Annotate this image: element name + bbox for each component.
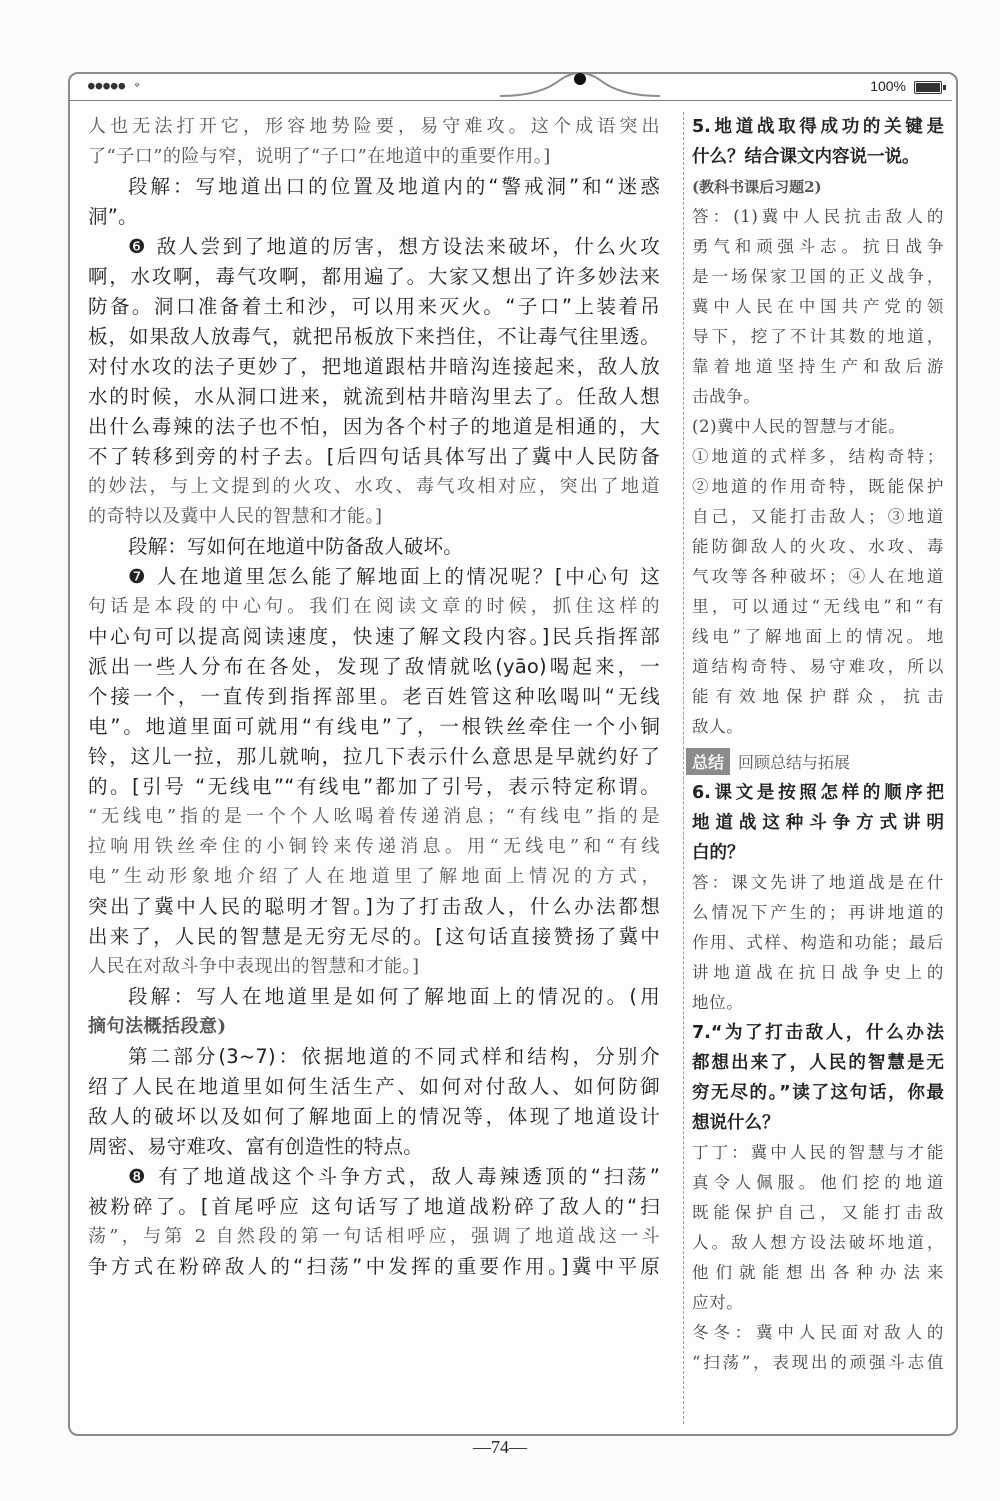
text-line: (2)冀中人民的智慧与才能。 [692,417,906,436]
text-line: 啊，水攻啊，毒气攻啊，都用遍了。大家又想出了许多妙法来 [88,265,660,288]
text-line: 丁丁：冀中人民的智慧与才能 [692,1143,944,1162]
text-line: 铃，这儿一拉，那儿就响，拉几下表示什么意思是早就约好了 [88,745,660,768]
text-line: 都想出来了，人民的智慧是无 [692,1053,944,1073]
sidebar-questions-6-7 [692,778,944,1378]
text-line: 想说什么？ [692,1113,780,1133]
text-line: ❼ 人在地道里怎么能了解地面上的情况呢？[中心句 这 [128,565,660,588]
main-text-column [88,112,660,1282]
text-line: “无线电”指的是一个个人吆喝着传递消息；“有线电”指的是 [88,806,660,827]
text-line: 句话是本段的中心句。我们在阅读文章的时候，抓住这样的 [88,596,660,617]
text-line: 击战争。 [692,387,761,406]
battery-fill [916,83,940,92]
text-line: 水的时候，水从洞口进来，就流到枯井暗沟里去了。任敌人想 [88,385,660,408]
text-line: 冬冬：冀中人民面对敌人的 [692,1323,944,1342]
text-line: 的妙法，与上文提到的火攻、水攻、毒气攻相对应，突出了地道 [88,476,660,497]
text-line: 敌人。 [692,717,744,736]
status-bar [70,74,952,98]
text-line: 绍了人民在地道里如何生活生产、如何对付敌人、如何防御 [88,1075,660,1098]
text-line: 敌人的破坏以及如何了解地面上的情况等，体现了地道设计 [88,1105,660,1128]
text-line: 中心句可以提高阅读速度，快速了解文段内容。]民兵指挥部 [88,625,660,648]
text-line: 穷无尽的。”读了这句话，你最 [692,1083,944,1103]
text-line: ①地道的式样多，结构奇特； [692,447,944,466]
text-line: 讲地道战在抗日战争史上的 [692,963,944,982]
text-line: 人。敌人想方设法破坏地道， [692,1233,944,1252]
battery-icon [914,81,942,94]
text-line: “扫荡”，表现出的顽强斗志值 [692,1353,944,1372]
text-line: 能有效地保护群众，抗击 [692,687,944,706]
text-line: 气攻等各种破坏；④人在地道 [692,567,944,586]
text-line: 是一场保家卫国的正义战争， [692,267,944,286]
text-line: 他们就能想出各种办法来 [692,1263,944,1282]
text-line: 电”。地道里面可就用“有线电”了，一根铁丝牵住一个小铜 [88,715,660,738]
text-line: 答：课文先讲了地道战是在什 [692,873,944,892]
text-line: 冀中人民在中国共产党的领 [692,297,944,316]
text-line: 不了转移到旁的村子去。[后四句话具体写出了冀中人民防备 [88,445,660,468]
text-line: 拉响用铁丝牵住的小铜铃来传递消息。用“无线电”和“有线 [88,836,660,857]
page-number: —74— [473,1437,527,1457]
text-line: 段解：写如何在地道中防备敌人破坏。 [128,535,463,558]
text-line: 个接一个，一直传到指挥部里。老百姓管这种吆喝叫“无线 [88,685,660,708]
text-line: 答：(1)冀中人民抗击敌人的 [692,207,944,226]
text-line: 线电”了解地面上的情况。地 [692,627,944,646]
header-rule [70,100,952,101]
text-line: 对付水攻的法子更妙了，把地道跟枯井暗沟连接起来，敌人放 [88,355,660,378]
text-line: 6.课文是按照怎样的顺序把 [692,783,944,803]
text-line: 的奇特以及冀中人民的智慧和才能。] [88,506,383,527]
text-line: (教科书课后习题2) [692,178,822,196]
text-line: 第二部分(3~7)：依据地道的不同式样和结构，分别介 [128,1045,660,1068]
text-line: 真令人佩服。他们挖的地道 [692,1173,944,1192]
camera-notch-icon [500,70,660,100]
text-line: 人民在对敌斗争中表现出的智慧和才能。] [88,956,420,977]
text-line: 导下，挖了不计其数的地道， [692,327,944,346]
text-line: 能防御敌人的火攻、水攻、毒 [692,537,944,556]
text-line: 么情况下产生的；再讲地道的 [692,903,944,922]
summary-title: 回顾总结与拓展 [738,752,851,772]
text-line: 出来了，人民的智慧是无穷无尽的。[这句话直接赞扬了冀中 [88,925,660,948]
text-line: 段解：写地道出口的位置及地道内的“警戒洞”和“迷惑 [128,175,660,198]
text-line: 电”生动形象地介绍了人在地道里了解地面上情况的方式， [88,866,660,887]
text-line: 什么？结合课文内容说一说。 [692,147,920,167]
text-line: 7.“为了打击敌人，什么办法 [692,1023,944,1043]
sidebar-column [692,112,944,1378]
text-line: 靠着地道坚持生产和敌后游 [692,357,944,376]
text-line: 突出了冀中人民的聪明才智。]为了打击敌人，什么办法都想 [88,895,660,918]
text-line: 应对。 [692,1293,744,1312]
text-line: 道结构奇特、易守难攻，所以 [692,657,944,676]
text-line: 作用、式样、构造和功能；最后 [692,933,944,952]
text-line: 5.地道战取得成功的关键是 [692,117,944,137]
text-line: 被粉碎了。[首尾呼应 这句话写了地道战粉碎了敌人的“扫 [88,1195,660,1218]
text-line: 防备。洞口准备着土和沙，可以用来灭火。“子口”上装着吊 [88,295,660,318]
text-line: ❻ 敌人尝到了地道的厉害，想方设法来破坏，什么火攻 [128,235,660,258]
text-line: 段解：写人在地道里是如何了解地面上的情况的。(用 [128,985,660,1008]
battery-percentage: 100% [870,78,906,94]
text-line: 勇气和顽强斗志。抗日战争 [692,237,944,256]
text-line: 荡”，与第 2 自然段的第一句话相呼应，强调了地道战这一斗 [88,1226,660,1247]
text-line: 洞”。 [88,205,138,228]
text-line: 派出一些人分布在各处，发现了敌情就吆(yāo)喝起来，一 [88,655,660,678]
text-line: 既能保护自己，又能打击敌 [692,1203,944,1222]
summary-section-header [686,744,944,778]
column-divider [683,112,684,1424]
text-line: 人也无法打开它，形容地势险要，易守难攻。这个成语突出 [88,116,660,137]
text-line: 白的？ [692,843,745,863]
text-line: ❽ 有了地道战这个斗争方式，敌人毒辣透顶的“扫荡” [128,1165,660,1188]
text-line: 板，如果敌人放毒气，就把吊板放下来挡住，不让毒气往里透。 [88,325,660,348]
text-line: 地位。 [692,993,744,1012]
text-line: 摘句法概括段意) [88,1016,227,1037]
text-line: 出什么毒辣的法子也不怕，因为各个村子的地道是相通的，大 [88,415,660,438]
text-line: 地道战这种斗争方式讲明 [692,813,944,833]
text-line: 自己，又能打击敌人；③地道 [692,507,944,526]
text-line: 了“子口”的险与窄，说明了“子口”在地道中的重要作用。] [88,146,551,167]
summary-tag: 总结 [686,748,730,775]
signal-wifi-icon: ●●●●● ⌔ [88,79,142,92]
text-line: 里，可以通过“无线电”和“有 [692,597,944,616]
text-line: 争方式在粉碎敌人的“扫荡”中发挥的重要作用。]冀中平原 [88,1255,660,1278]
sidebar-questions-5 [692,112,944,742]
text-line: ②地道的作用奇特，既能保护 [692,477,944,496]
text-line: 周密、易守难攻、富有创造性的特点。 [88,1135,423,1158]
text-line: 的。[引号 “无线电”“有线电”都加了引号，表示特定称谓。 [88,775,660,798]
